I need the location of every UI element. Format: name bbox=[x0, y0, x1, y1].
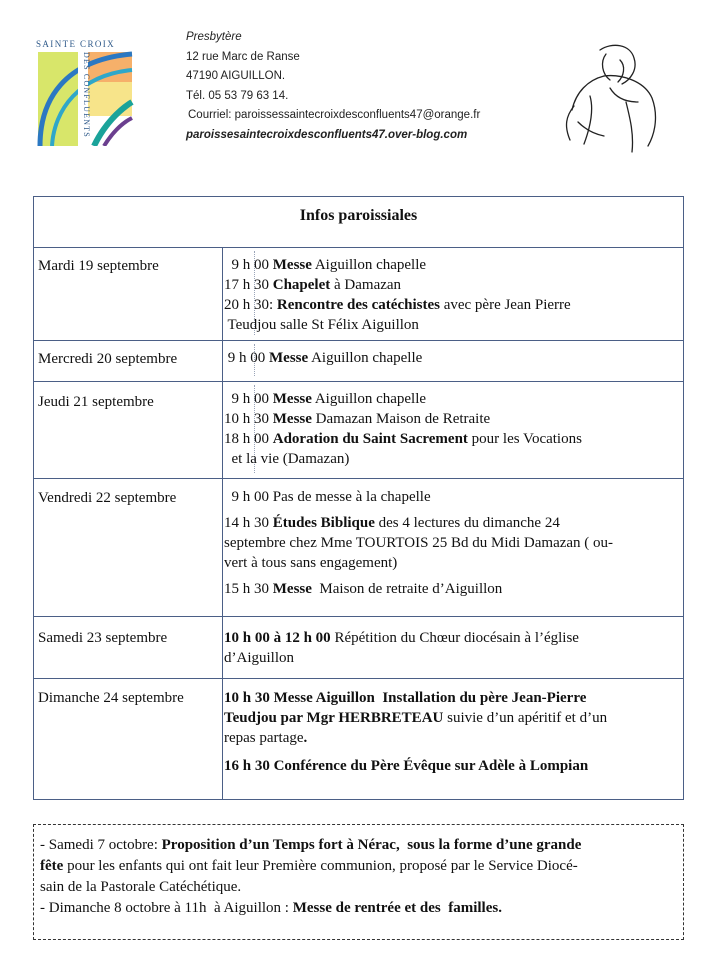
table-row bbox=[34, 478, 683, 617]
event-line: 10 h 30 Messe Damazan Maison de Retraite bbox=[224, 411, 491, 427]
event-line: 9 h 00 Messe Aiguillon chapelle bbox=[224, 350, 423, 366]
embrace-drawing bbox=[560, 40, 666, 160]
logo-word-top: SAINTE CROIX bbox=[36, 39, 116, 49]
event-line: repas partage. bbox=[224, 730, 308, 746]
event-line: 9 h 00 Messe Aiguillon chapelle bbox=[224, 257, 427, 273]
row-events bbox=[224, 255, 677, 335]
table-row bbox=[34, 247, 683, 341]
contact-blog[interactable]: paroissesaintecroixdesconfluents47.over-blog.com bbox=[186, 128, 468, 141]
table-title: Infos paroissiales bbox=[34, 197, 683, 248]
table-row bbox=[34, 381, 683, 479]
event-line: vert à tous sans engagement) bbox=[224, 555, 398, 571]
schedule-table bbox=[33, 196, 684, 800]
row-events bbox=[224, 628, 677, 668]
event-line: 9 h 00 Pas de messe à la chapelle bbox=[224, 489, 431, 505]
logo-graphic bbox=[34, 30, 134, 146]
event-line: 17 h 30 Chapelet à Damazan bbox=[224, 277, 402, 293]
contact-email[interactable]: Courriel: paroissessaintecroixdesconfluents47@orange.fr bbox=[188, 109, 481, 122]
event-line: Teudjou par Mgr HERBRETEAU suivie d’un apéritif et d’un bbox=[224, 710, 608, 726]
row-events bbox=[224, 487, 677, 599]
row-day: Samedi 23 septembre bbox=[38, 630, 168, 646]
event-line: 10 h 00 à 12 h 00 Répétition du Chœur diocésain à l’église bbox=[224, 630, 579, 646]
event-line: d’Aiguillon bbox=[224, 650, 294, 666]
contact-title: Presbytère bbox=[186, 31, 242, 43]
event-line: 10 h 30 Messe Aiguillon Installation du père Jean-Pierre bbox=[224, 690, 587, 706]
logo-word-vertical: DES CONFLUENTS bbox=[82, 52, 91, 138]
row-day: Mercredi 20 septembre bbox=[38, 351, 178, 367]
event-line: 15 h 30 Messe Maison de retraite d’Aiguillon bbox=[224, 581, 503, 597]
row-events bbox=[224, 389, 677, 469]
event-line: 9 h 00 Messe Aiguillon chapelle bbox=[224, 391, 427, 407]
announcement-line: sain de la Pastorale Catéchétique. bbox=[40, 879, 242, 895]
event-line: septembre chez Mme TOURTOIS 25 Bd du Midi Damazan ( ou- bbox=[224, 535, 614, 551]
row-day: Vendredi 22 septembre bbox=[38, 490, 177, 506]
row-day: Mardi 19 septembre bbox=[38, 258, 159, 274]
contact-phone: Tél. 05 53 79 63 14. bbox=[186, 89, 289, 102]
event-line: Teudjou salle St Félix Aiguillon bbox=[224, 317, 419, 333]
event-line: 18 h 00 Adoration du Saint Sacrement pour les Vocations bbox=[224, 431, 582, 447]
event-line: 16 h 30 Conférence du Père Évêque sur Adèle à Lompian bbox=[224, 758, 589, 774]
announcement-line: fête pour les enfants qui ont fait leur Première communion, proposé par le Service Diocé- bbox=[40, 858, 578, 874]
event-line: et la vie (Damazan) bbox=[224, 451, 350, 467]
row-day: Dimanche 24 septembre bbox=[38, 690, 184, 706]
row-day: Jeudi 21 septembre bbox=[38, 394, 154, 410]
table-row bbox=[34, 340, 683, 382]
contact-street: 12 rue Marc de Ranse bbox=[186, 50, 300, 63]
parish-contact bbox=[186, 28, 480, 146]
row-events bbox=[224, 348, 677, 368]
announcement-line: - Dimanche 8 octobre à 11h à Aiguillon : Messe de rentrée et des familles. bbox=[40, 900, 502, 916]
table-row bbox=[34, 678, 683, 799]
contact-city: 47190 AIGUILLON. bbox=[186, 70, 286, 83]
embrace-sketch bbox=[560, 40, 666, 160]
parish-logo bbox=[34, 30, 134, 146]
announcements-box bbox=[33, 824, 684, 940]
announcement-line: - Samedi 7 octobre: Proposition d’un Temps fort à Nérac, sous la forme d’une grande bbox=[40, 837, 582, 853]
logo-yellow-band bbox=[86, 82, 132, 116]
event-line: 14 h 30 Études Biblique des 4 lectures du dimanche 24 bbox=[224, 515, 560, 531]
row-events bbox=[224, 688, 677, 776]
table-row bbox=[34, 616, 683, 679]
event-line: 20 h 30: Rencontre des catéchistes avec père Jean Pierre bbox=[224, 297, 571, 313]
